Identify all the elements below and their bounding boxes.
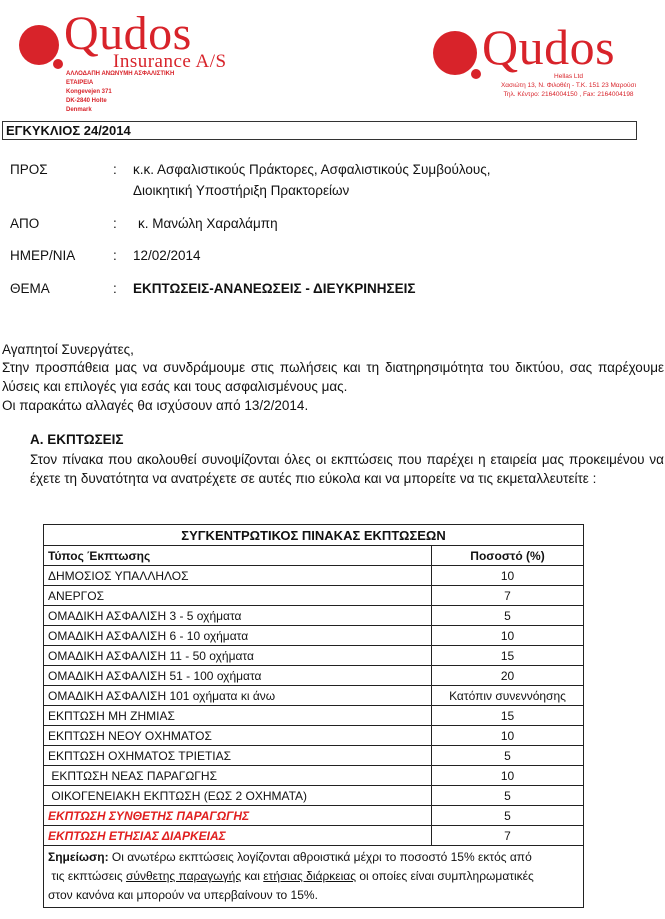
date-label: ΗΜΕΡ/ΝΙΑ — [10, 248, 76, 263]
discount-type: ΟΜΑΔΙΚΗ ΑΣΦΑΛΙΣΗ 51 - 100 οχήματα — [44, 666, 432, 686]
logo-address-line: DK-2840 Holte — [66, 98, 107, 104]
table-row — [44, 786, 584, 806]
discount-type: ΕΚΠΤΩΣΗ ΜΗ ΖΗΜΙΑΣ — [44, 706, 432, 726]
intro-body: Στην προσπάθεια μας να συνδράμουμε στις πωλήσεις και τη διατηρησιμότητα του δικτύου, σας παρέχουμε λύσεις και επιλογές για εσάς και τους ασφαλισμένους μας. — [2, 360, 664, 394]
table-row — [44, 746, 584, 766]
note-text: Οι ανωτέρω εκπτώσεις λογίζονται αθροιστικά μέχρι το ποσοστό 15% εκτός από — [108, 850, 532, 864]
table-row — [44, 646, 584, 666]
discount-percent: 7 — [432, 826, 584, 846]
discount-type: ΕΚΠΤΩΣΗ ΣΥΝΘΕΤΗΣ ΠΑΡΑΓΩΓΗΣ — [44, 806, 432, 826]
column-header: Ποσοστό (%) — [432, 546, 584, 566]
to-label: ΠΡΟΣ — [10, 162, 48, 177]
table-row — [44, 566, 584, 586]
discount-type: ΔΗΜΟΣΙΟΣ ΥΠΑΛΛΗΛΟΣ — [44, 566, 432, 586]
date-value: 12/02/2014 — [133, 248, 201, 263]
colon: : — [113, 281, 117, 296]
greeting: Αγαπητοί Συνεργάτες, — [2, 342, 134, 357]
discount-percent: 5 — [432, 746, 584, 766]
colon: : — [113, 162, 117, 177]
logo-address-line: Kongevejen 371 — [66, 89, 112, 95]
logo-address-line: Hellas Ltd — [554, 73, 583, 80]
discount-type: ΟΜΑΔΙΚΗ ΑΣΦΑΛΙΣΗ 11 - 50 οχήματα — [44, 646, 432, 666]
discount-type: ΕΚΠΤΩΣΗ ΕΤΗΣΙΑΣ ΔΙΑΡΚΕΙΑΣ — [44, 826, 432, 846]
discount-percent: 10 — [432, 726, 584, 746]
subject-label: ΘΕΜΑ — [10, 281, 50, 296]
table-row — [44, 766, 584, 786]
colon: : — [113, 248, 117, 263]
table-row — [44, 686, 584, 706]
note-label: Σημείωση: — [48, 850, 109, 864]
discount-type: ΕΚΠΤΩΣΗ ΝΕΟΥ ΟΧΗΜΑΤΟΣ — [44, 726, 432, 746]
discount-percent: 20 — [432, 666, 584, 686]
logo-address-line: Χασιώτη 13, Ν. Φιλοθέη - Τ.Κ. 151 23 Μαρούσι — [500, 82, 637, 89]
section-a-heading: Α. ΕΚΠΤΩΣΕΙΣ — [30, 432, 124, 447]
logo-address-line: ΑΛΛΟΔΑΠΗ ΑΝΩΝΥΜΗ ΑΣΦΑΛΙΣΤΙΚΗ ΕΤΑΙΡΕΙΑ — [66, 71, 175, 86]
note-underlined: σύνθετης παραγωγής — [125, 869, 242, 883]
section-a-text: Στον πίνακα που ακολουθεί συνοψίζονται όλες οι εκπτώσεις που παρέχει η εταιρεία μας προκειμένου να έχετε τη δυνατότητα να ανατρέχετε σε αυτές πιο εύκολα και να μπορείτε να τις εκμεταλλευτείτε : — [30, 452, 664, 486]
table-note — [44, 846, 584, 908]
note-text: και — [241, 869, 264, 883]
discount-percent: 5 — [432, 606, 584, 626]
note-text: οι οποίες είναι συμπληρωματικές — [356, 869, 534, 883]
table-note-row — [44, 846, 584, 908]
table-row-highlight — [44, 806, 584, 826]
table-row — [44, 626, 584, 646]
table-row — [44, 606, 584, 626]
discount-percent: 5 — [432, 786, 584, 806]
discount-type: ΟΜΑΔΙΚΗ ΑΣΦΑΛΙΣΗ 101 οχήματα κι άνω — [44, 686, 432, 706]
table-row — [44, 726, 584, 746]
discount-type: ΕΚΠΤΩΣΗ ΟΧΗΜΑΤΟΣ ΤΡΙΕΤΙΑΣ — [44, 746, 432, 766]
note-text: τις εκπτώσεις — [48, 869, 126, 883]
circular-number: ΕΓΚΥΚΛΙΟΣ 24/2014 — [6, 123, 131, 138]
intro-effective: Οι παρακάτω αλλαγές θα ισχύσουν από 13/2/2014. — [2, 398, 309, 413]
colon: : — [113, 216, 117, 231]
discount-percent: 15 — [432, 646, 584, 666]
table-row — [44, 706, 584, 726]
discount-percent: 15 — [432, 706, 584, 726]
logo-brand: Qudos — [482, 19, 616, 75]
discount-percent: 10 — [432, 766, 584, 786]
discount-type: ΟΜΑΔΙΚΗ ΑΣΦΑΛΙΣΗ 3 - 5 οχήματα — [44, 606, 432, 626]
logo-subtitle: Insurance A/S — [113, 51, 227, 72]
discount-type: ΟΜΑΔΙΚΗ ΑΣΦΑΛΙΣΗ 6 - 10 οχήματα — [44, 626, 432, 646]
qudos-insurance-logo — [14, 7, 234, 113]
logo-address-line: Τηλ. Κέντρο: 2164004150 , Fax: 2164004198 — [503, 91, 634, 98]
logo-address — [476, 72, 661, 99]
discount-percent: Κατόπιν συνεννόησης — [432, 686, 584, 706]
qudos-hellas-logo — [428, 19, 660, 102]
from-label: ΑΠΟ — [10, 216, 40, 231]
discount-percent: 10 — [432, 626, 584, 646]
logo-address-line: Denmark — [66, 107, 92, 113]
table-row — [44, 586, 584, 606]
discount-type: ΕΚΠΤΩΣΗ ΝΕΑΣ ΠΑΡΑΓΩΓΗΣ — [44, 766, 432, 786]
logo-address — [66, 70, 186, 115]
circular-number-box — [2, 121, 637, 140]
column-header: Τύπος Έκπτωσης — [44, 546, 432, 566]
note-underlined: ετήσιας διάρκειας — [263, 869, 357, 883]
table-row-highlight — [44, 826, 584, 846]
to-value: Διοικητική Υποστήριξη Πρακτορείων — [133, 183, 350, 198]
discount-table — [43, 524, 584, 908]
discount-type: ΟΙΚΟΓΕΝΕΙΑΚΗ ΕΚΠΤΩΣΗ (ΕΩΣ 2 ΟΧΗΜΑΤΑ) — [44, 786, 432, 806]
table-row — [44, 666, 584, 686]
logo-brand: Qudos — [64, 7, 192, 60]
discount-percent: 5 — [432, 806, 584, 826]
to-value: κ.κ. Ασφαλιστικούς Πράκτορες, Ασφαλιστικούς Συμβούλους, — [133, 162, 491, 177]
subject-value: ΕΚΠΤΩΣΕΙΣ-ΑΝΑΝΕΩΣΕΙΣ - ΔΙΕΥΚΡΙΝΗΣΕΙΣ — [133, 281, 416, 296]
from-value: κ. Μανώλη Χαραλάμπη — [138, 216, 278, 231]
discount-type: ΑΝΕΡΓΟΣ — [44, 586, 432, 606]
table-title: ΣΥΓΚΕΝΤΡΩΤΙΚΟΣ ΠΙΝΑΚΑΣ ΕΚΠΤΩΣΕΩΝ — [44, 525, 584, 546]
discount-percent: 7 — [432, 586, 584, 606]
note-text: στον κανόνα και μπορούν να υπερβαίνουν το 15%. — [48, 888, 318, 902]
discount-percent: 10 — [432, 566, 584, 586]
table-header-row — [44, 546, 584, 566]
